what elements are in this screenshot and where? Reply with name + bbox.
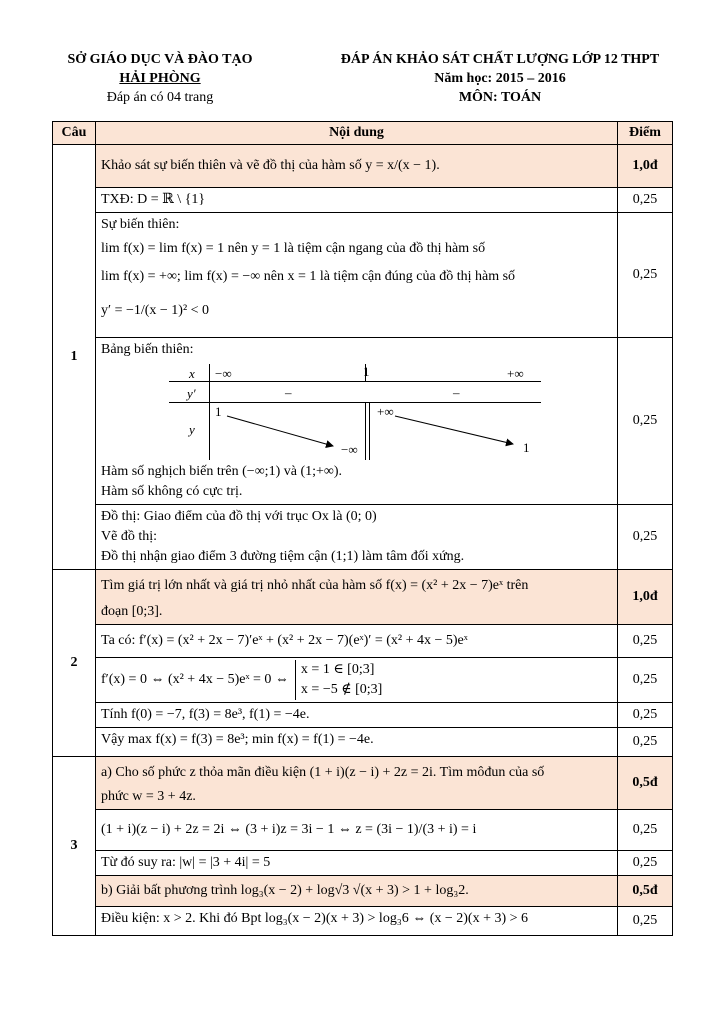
variation-label: Sự biến thiên: bbox=[101, 217, 180, 232]
q1-title: Khảo sát sự biến thiên và vẽ đồ thị của hàm số y = x/(x − 1). bbox=[96, 145, 618, 188]
table-row bbox=[53, 145, 673, 188]
q2-title-line-2: đoạn [0;3]. bbox=[101, 604, 163, 619]
header-right bbox=[300, 50, 700, 107]
q2-conclusion: Vậy max f(x) = f(3) = 8e³; min f(x) = f(1) = −4e. bbox=[96, 728, 618, 757]
bbt-y-left-bottom: −∞ bbox=[341, 442, 358, 457]
score: 0,25 bbox=[618, 188, 673, 213]
decreasing-arrow-right bbox=[395, 416, 513, 444]
table-row bbox=[53, 213, 673, 338]
decreasing-statement: Hàm số nghịch biến trên (−∞;1) và (1;+∞). bbox=[101, 464, 343, 479]
score: 0,25 bbox=[618, 658, 673, 703]
department-name: SỞ GIÁO DỤC VÀ ĐÀO TẠO bbox=[67, 52, 253, 67]
table-row bbox=[53, 505, 673, 570]
bbt-minus-left: – bbox=[285, 385, 292, 400]
q3a-step-1: (1 + i)(z − i) + 2z = 2i ⇔ (3 + i)z = 3i − 1 ⇔ z = (3i − 1)/(3 + i) = i bbox=[96, 810, 618, 851]
answer-table bbox=[52, 121, 673, 936]
q3a-line-2: phức w = 3 + 4z. bbox=[101, 789, 196, 804]
variation-table-label: Bảng biến thiên: bbox=[101, 342, 194, 357]
table-row bbox=[53, 728, 673, 757]
q1-variation-table-cell bbox=[96, 338, 618, 505]
page-count-note: Đáp án có 04 trang bbox=[106, 90, 214, 105]
col-noidung-header: Nội dung bbox=[96, 122, 618, 145]
q3b-score: 0,5đ bbox=[618, 876, 673, 907]
q3b-condition: Điều kiện: x > 2. Khi đó Bpt log₃(x − 2)(x + 3) > log₃6 ⇔ (x − 2)(x + 3) > 6 bbox=[96, 907, 618, 936]
score: 0,25 bbox=[618, 505, 673, 570]
score: 0,25 bbox=[618, 338, 673, 505]
table-row bbox=[53, 625, 673, 658]
table-row bbox=[53, 338, 673, 505]
graph-line-3: Đồ thị nhận giao điểm 3 đường tiệm cận (1;1) làm tâm đối xứng. bbox=[101, 549, 465, 564]
score: 0,25 bbox=[618, 907, 673, 936]
decreasing-arrow-left bbox=[227, 416, 333, 446]
col-cau-header: Câu bbox=[53, 122, 96, 145]
bbt-neg-inf: −∞ bbox=[215, 366, 232, 381]
table-row bbox=[53, 658, 673, 703]
table-row bbox=[53, 907, 673, 936]
bbt-x-label: x bbox=[189, 366, 195, 381]
q3a-step-2: Từ đó suy ra: |w| = |3 + 4i| = 5 bbox=[96, 851, 618, 876]
score: 0,25 bbox=[618, 703, 673, 728]
q1-graph bbox=[96, 505, 618, 570]
q1-title-score: 1,0đ bbox=[618, 145, 673, 188]
q1-domain: TXĐ: D = ℝ \ {1} bbox=[96, 188, 618, 213]
col-diem-header: Điểm bbox=[618, 122, 673, 145]
q3a-line-1: a) Cho số phức z thỏa mãn điều kiện (1 + i)(z − i) + 2z = 2i. Tìm môđun của số bbox=[101, 765, 545, 780]
bbt-yprime-label: y′ bbox=[187, 386, 196, 401]
q2-title bbox=[96, 570, 618, 625]
bbt-pos-inf: +∞ bbox=[507, 366, 524, 381]
q2-title-line-1: Tìm giá trị lớn nhất và giá trị nhỏ nhất của hàm số f(x) = (x² + 2x − 7)eˣ trên bbox=[101, 578, 529, 593]
score: 0,25 bbox=[618, 810, 673, 851]
header-left bbox=[40, 50, 280, 107]
table-row bbox=[53, 188, 673, 213]
table-row bbox=[53, 570, 673, 625]
equation-left: f′(x) = 0 ⇔ (x² + 4x − 5)eˣ = 0 ⇔ bbox=[101, 672, 289, 687]
bbt-y-right-bottom: 1 bbox=[523, 440, 530, 455]
graph-line-2: Vẽ đồ thị: bbox=[101, 529, 157, 544]
bbt-y-label: y bbox=[189, 422, 195, 437]
q2-critical-points bbox=[96, 658, 618, 703]
q3b-title: b) Giải bất phương trình log₃(x − 2) + log√3 √(x + 3) > 1 + log₃2. bbox=[96, 876, 618, 907]
q3a-title bbox=[96, 757, 618, 810]
graph-line-1: Đồ thị: Giao điểm của đồ thị với trục Ox là (0; 0) bbox=[101, 509, 377, 524]
bbt-minus-right: – bbox=[453, 385, 460, 400]
city-name: HẢI PHÒNG bbox=[119, 71, 201, 86]
table-row bbox=[53, 851, 673, 876]
variation-table bbox=[169, 364, 541, 460]
equation-case-2: x = −5 ∉ [0;3] bbox=[300, 682, 383, 697]
bbt-y-left-top: 1 bbox=[215, 404, 222, 419]
table-row bbox=[53, 810, 673, 851]
score: 0,25 bbox=[618, 851, 673, 876]
score: 0,25 bbox=[618, 625, 673, 658]
q2-title-score: 1,0đ bbox=[618, 570, 673, 625]
score: 0,25 bbox=[618, 213, 673, 338]
score: 0,25 bbox=[618, 728, 673, 757]
exam-title: ĐÁP ÁN KHẢO SÁT CHẤT LƯỢNG LỚP 12 THPT bbox=[340, 52, 660, 67]
question-number: 2 bbox=[53, 570, 96, 757]
table-header-row bbox=[53, 122, 673, 145]
q1-variation bbox=[96, 213, 618, 338]
bbt-one: 1 bbox=[363, 364, 370, 379]
q2-derivative: Ta có: f′(x) = (x² + 2x − 7)′eˣ + (x² + 2x − 7)(eˣ)′ = (x² + 4x − 5)eˣ bbox=[96, 625, 618, 658]
subject: MÔN: TOÁN bbox=[458, 90, 542, 105]
table-row bbox=[53, 703, 673, 728]
limit-line-2: lim f(x) = +∞; lim f(x) = −∞ nên x = 1 là tiệm cận đúng của đồ thị hàm số bbox=[101, 269, 516, 284]
q2-values: Tính f(0) = −7, f(3) = 8e³, f(1) = −4e. bbox=[96, 703, 618, 728]
bbt-y-right-top: +∞ bbox=[377, 404, 394, 419]
question-number: 3 bbox=[53, 757, 96, 936]
school-year: Năm học: 2015 – 2016 bbox=[434, 71, 566, 86]
table-row bbox=[53, 876, 673, 907]
table-row bbox=[53, 757, 673, 810]
no-extremum-statement: Hàm số không có cực trị. bbox=[101, 484, 243, 499]
derivative: y′ = −1/(x − 1)² < 0 bbox=[101, 303, 210, 318]
bbt-arrows bbox=[169, 364, 541, 460]
equation-case-1: x = 1 ∈ [0;3] bbox=[300, 662, 375, 677]
q3a-score: 0,5đ bbox=[618, 757, 673, 810]
limit-line-1: lim f(x) = lim f(x) = 1 nên y = 1 là tiệm cận ngang của đồ thị hàm số bbox=[101, 241, 486, 256]
question-number: 1 bbox=[53, 145, 96, 570]
